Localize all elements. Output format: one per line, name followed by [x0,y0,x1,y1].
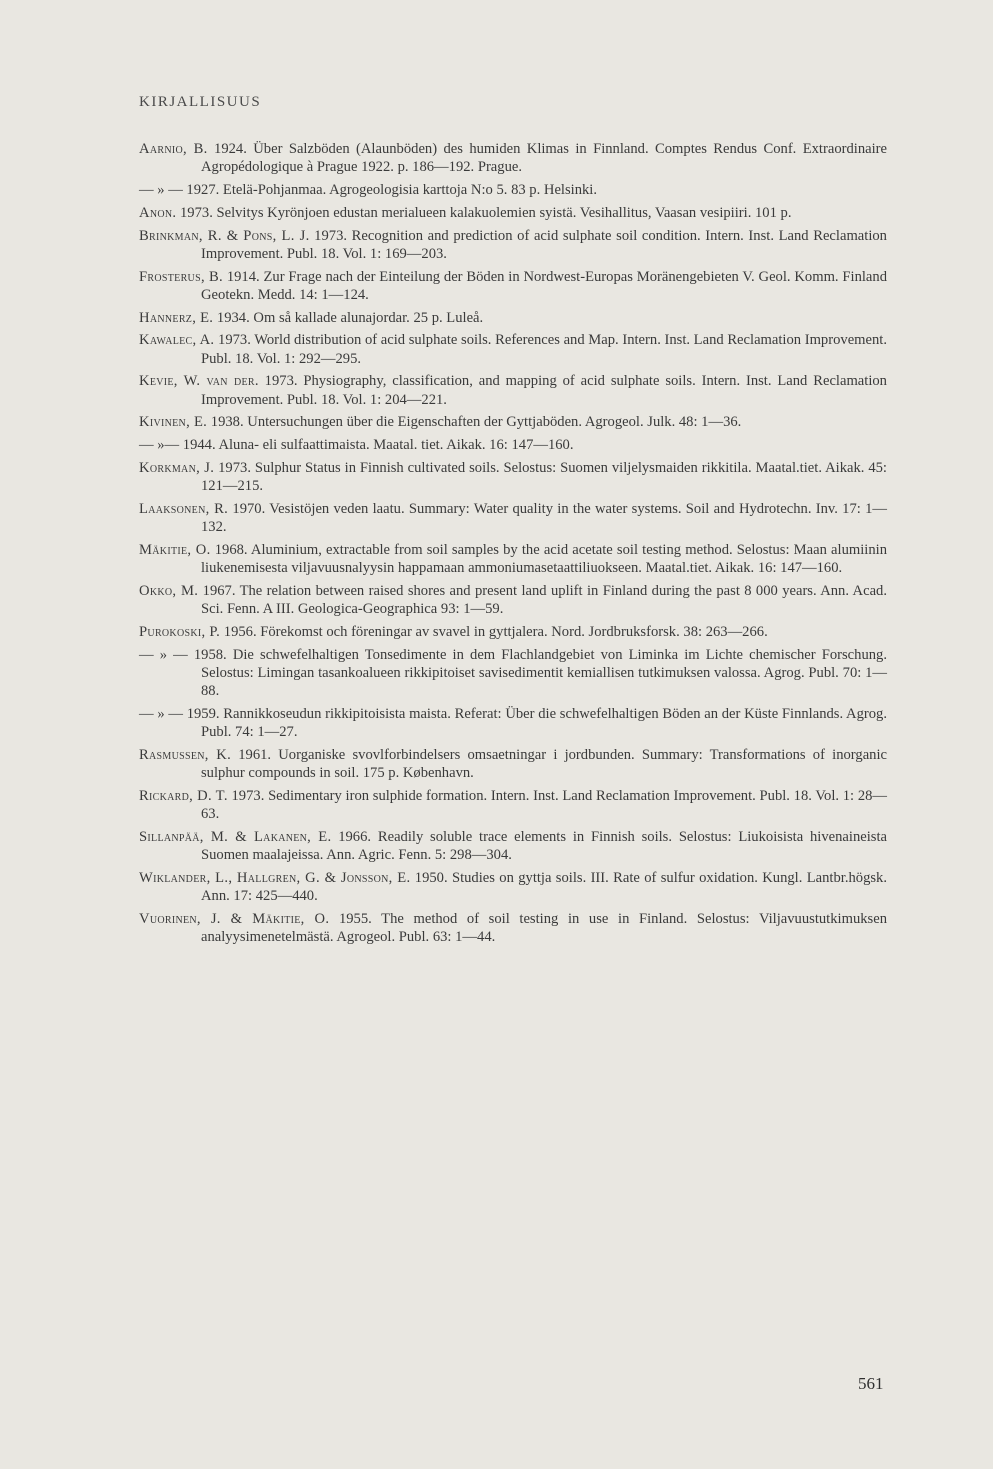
reference-text: 1973. Sulphur Status in Finnish cultivated soils. Selostus: Suomen viljelysmaiden rikkitila. Maatal.tiet. Aikak. 45: 121—215. [201,459,887,495]
reference-list [139,140,887,951]
reference-text: — » — 1959. Rannikkoseudun rikkipitoisista maista. Referat: Über die schwefelhaltigen Böden an der Küste Finnlands. Agrog. Publ. 74: 1—27. [139,705,887,741]
reference-author: Korkman, J. [139,459,215,476]
reference-entry [139,372,887,408]
reference-entry [139,646,887,701]
reference-entry [139,787,887,823]
reference-author: Rasmussen, K. [139,746,232,763]
reference-text: 1956. Förekomst och föreningar av svavel in gyttjalera. Nord. Jordbruksforsk. 38: 263—266. [220,623,768,640]
reference-text: — » — 1927. Etelä-Pohjanmaa. Agrogeologisia karttoja N:o 5. 83 p. Helsinki. [139,182,598,198]
reference-text: 1934. Om så kallade alunajordar. 25 p. Luleå. [213,309,484,326]
reference-author: Sillanpää, M. & Lakanen, E. [139,828,332,845]
reference-entry [139,746,887,782]
reference-text: 1924. Über Salzböden (Alaunböden) des humiden Klimas in Finnland. Comptes Rendus Conf. Extraordinaire Agropédologique à Prague 1922. p. 186—192. Prague. [201,141,887,176]
reference-author: Purokoski, P. [139,623,221,640]
reference-text: 1973. Sedimentary iron sulphide formation. Intern. Inst. Land Reclamation Improvement. Publ. 18. Vol. 1: 28—63. [201,787,888,823]
reference-text: 1973. Selvitys Kyrönjoen edustan merialueen kalakuolemien syistä. Vesihallitus, Vaasan vesipiiri. 101 p. [176,204,792,221]
section-heading: KIRJALLISUUS [139,94,262,110]
reference-entry [139,828,887,864]
reference-text: 1938. Untersuchungen über die Eigenschaften der Gyttjaböden. Agrogeol. Julk. 48: 1—36. [207,414,742,431]
reference-author: Rickard, D. T. [139,787,228,804]
reference-entry [139,413,887,431]
reference-entry [139,500,887,536]
reference-text: 1970. Vesistöjen veden laatu. Summary: Water quality in the water systems. Soil and Hydrotechn. Inv. 17: 1—132. [201,500,887,536]
reference-entry [139,227,887,263]
reference-entry [139,181,887,199]
reference-entry [139,459,887,495]
reference-author: Wiklander, L., Hallgren, G. & Jonsson, E. [139,869,411,886]
reference-author: Kivinen, E. [139,414,208,431]
reference-author: Laaksonen, R. [139,500,229,517]
reference-author: Hannerz, E. [139,309,214,326]
reference-text: 1914. Zur Frage nach der Einteilung der Böden in Nordwest-Europas Moränengebieten V. Geol. Komm. Finland Geotekn. Medd. 14: 1—124. [201,268,887,303]
reference-text: 1966. Readily soluble trace elements in Finnish soils. Selostus: Liukoisista hivenaineista Suomen maalajeissa. Ann. Agric. Fenn. 5: 298—304. [201,828,887,864]
reference-text: 1973. Physiography, classification, and mapping of acid sulphate soils. Intern. Inst. Land Reclamation Improvement. Publ. 18. Vol. 1: 204—221. [201,373,887,408]
reference-entry [139,869,887,905]
reference-author: Frosterus, B. [139,268,223,285]
reference-author: Kawalec, A. [139,332,215,349]
reference-author: Anon. [139,204,177,221]
reference-text: 1973. Recognition and prediction of acid sulphate soil condition. Intern. Inst. Land Reclamation Improvement. Publ. 18. Vol. 1: 169—203. [201,227,887,262]
reference-author: Kevie, W. van der. [139,373,259,390]
reference-text: 1950. Studies on gyttja soils. III. Rate of sulfur oxidation. Kungl. Lantbr.högsk. Ann. 17: 425—440. [201,869,887,905]
reference-text: 1973. World distribution of acid sulphate soils. References and Map. Intern. Inst. Land Reclamation Improvement. Publ. 18. Vol. 1: 292—295. [201,332,887,367]
reference-entry [139,268,887,304]
reference-text: 1955. The method of soil testing in use in Finland. Selostus: Viljavuustutkimuksen analyysimenetelmästä. Agrogeol. Publ. 63: 1—44. [201,910,887,946]
reference-entry [139,541,887,577]
reference-entry [139,204,887,222]
reference-entry [139,582,887,618]
reference-author: Brinkman, R. & Pons, L. J. [139,227,310,244]
reference-text: — » — 1958. Die schwefelhaltigen Tonsedimente in dem Flachlandgebiet von Liminka im Lichte chemischer Forschung. Selostus: Limingan tasankoalueen rikkipitoiset savisedimentit kemiallisen tutkimuksen valossa. Agrog. Publ. 70: 1—88. [139,646,887,700]
reference-entry [139,331,887,367]
reference-text: 1968. Aluminium, extractable from soil samples by the acid acetate soil testing method. Selostus: Maan alumiinin liukenemisesta viljavuusnalyysin happamaan ammoniumasetaattiliuokseen. Maatal.tiet. Aikak. 16: 147—160. [201,541,887,577]
reference-author: Aarnio, B. [139,141,208,157]
reference-entry [139,623,887,641]
reference-entry [139,705,887,741]
reference-author: Mäkitie, O. [139,541,211,558]
reference-entry [139,436,887,454]
reference-author: Okko, M. [139,582,199,599]
reference-text: 1961. Uorganiske svovlforbindelsers omsaetningar i jordbunden. Summary: Transformations of inorganic sulphur compounds in soil. 175 p. København. [201,746,887,782]
page-number: 561 [858,1374,884,1393]
reference-author: Vuorinen, J. & Mäkitie, O. [139,910,330,927]
reference-entry [139,140,887,176]
reference-text: — »— 1944. Aluna- eli sulfaattimaista. Maatal. tiet. Aikak. 16: 147—160. [139,437,574,454]
reference-entry [139,309,887,327]
reference-text: 1967. The relation between raised shores and present land uplift in Finland during the past 8 000 years. Ann. Acad. Sci. Fenn. A III. Geologica-Geographica 93: 1—59. [198,582,887,618]
reference-entry [139,910,887,946]
